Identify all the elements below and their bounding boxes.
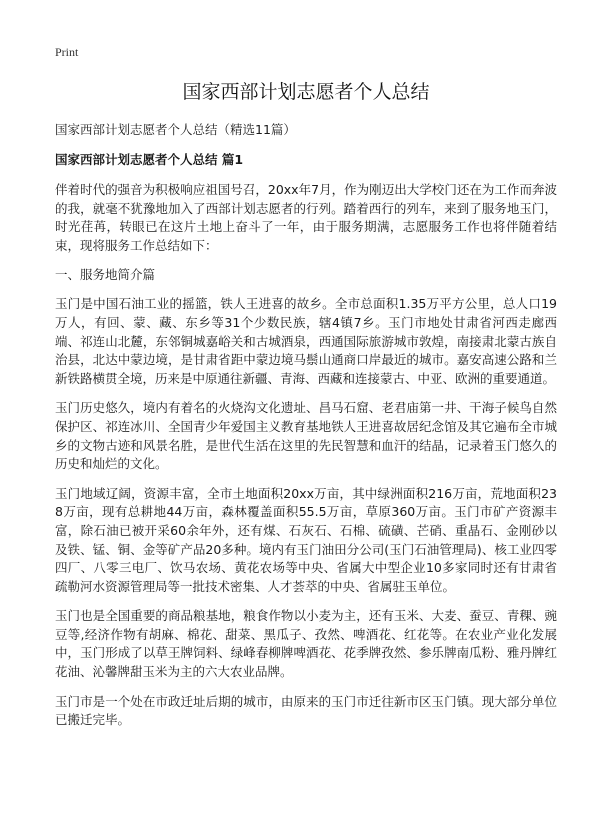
paragraph-agriculture: 玉门也是全国重要的商品粮基地，粮食作物以小麦为主，还有玉米、大麦、蚕豆、青稞、豌豆等,经济作物有胡麻、棉花、甜菜、黑瓜子、孜然、啤酒花、红花等。在农业产业化发展中，玉门形成了以草王牌饲料、绿峰春柳牌啤酒花、花季牌孜然、参乐牌南瓜粉、雅丹牌红花油、沁馨牌甜玉米为主的六大农业品牌。 <box>55 608 557 680</box>
paragraph-history: 玉门历史悠久，境内有着名的火烧沟文化遗址、昌马石窟、老君庙第一井、干海子候鸟自然保护区、祁连冰川、全国青少年爱国主义教育基地铁人王进喜故居纪念馆及其它遍布全市城乡的文物古迹和风景名胜，是世代生活在这里的先民智慧和血汗的结晶，记录着玉门悠久的历史和灿烂的文化。 <box>55 400 557 472</box>
paragraph-resources: 玉门地域辽阔，资源丰富，全市土地面积20xx万亩，其中绿洲面积216万亩，荒地面积238万亩，现有总耕地44万亩，森林覆盖面积55.5万亩，草原360万亩。玉门市矿产资源丰富，除石油已被开采60余年外，还有煤、石灰石、石棉、硫磺、芒硝、重晶石、金刚砂以及铁、锰、铜、金等矿产品20多种。境内有玉门油田分公司(玉门石油管理局)、核工业四零四厂、八零三电厂、饮马农场、黄花农场等中央、省属大中型企业10多家同时还有甘肃省疏勒河水资源管理局等一批技术密集、人才荟萃的中央、省属驻玉单位。 <box>55 485 557 594</box>
document-subtitle: 国家西部计划志愿者个人总结（精选11篇） <box>55 122 296 137</box>
page-title: 国家西部计划志愿者个人总结 <box>182 81 430 103</box>
subsection-heading: 一、服务地简介篇 <box>55 267 156 283</box>
document-body <box>55 121 557 741</box>
section-heading: 国家西部计划志愿者个人总结 篇1 <box>55 152 244 167</box>
paragraph-relocation: 玉门市是一个处在市政迁址后期的城市，由原来的玉门市迁往新市区玉门镇。现大部分单位已搬迁完毕。 <box>55 693 557 728</box>
print-label[interactable]: Print <box>55 45 79 59</box>
paragraph-overview: 玉门是中国石油工业的摇篮，铁人王进喜的故乡。全市总面积1.35万平方公里，总人口19万人，有回、蒙、藏、东乡等31个少数民族，辖4镇7乡。玉门市地处甘肃省河西走廊西端、祁连山北麓，东邻铜城嘉峪关和古城酒泉，西通国际旅游城市敦煌，南接肃北蒙古族自治县，北达中蒙边境，是甘肃省距中蒙边境马鬃山通商口岸最近的城市。嘉安高速公路和兰新铁路横贯全境，历来是中原通往新疆、青海、西藏和连接蒙古、中亚、欧洲的重要通道。 <box>55 296 557 386</box>
paragraph-intro: 伴着时代的强音为积极响应祖国号召，20xx年7月，作为刚迈出大学校门还在为工作而奔波的我，就毫不犹豫地加入了西部计划志愿者的行列。踏着西行的列车，来到了服务地玉门，时光荏苒，转眼已在这片土地上奋斗了一年，由于服务期满，志愿服务工作也将伴随着结束，现将服务工作总结如下： <box>55 182 557 253</box>
